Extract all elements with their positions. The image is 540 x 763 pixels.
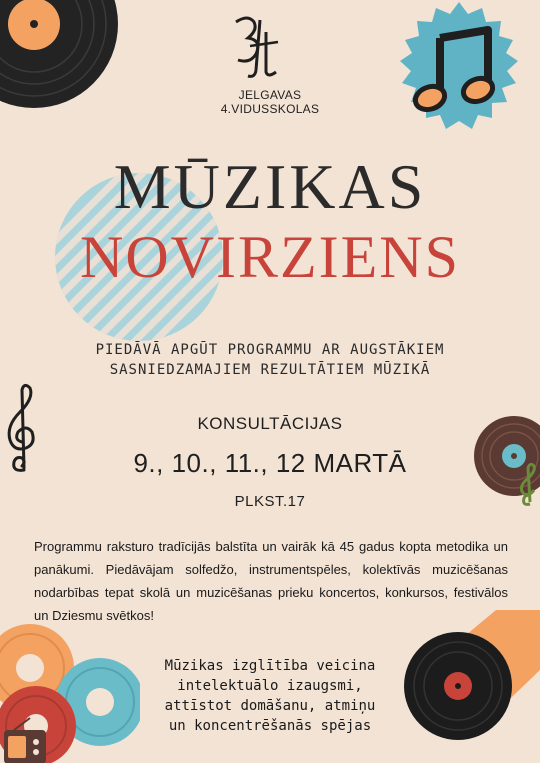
program-description: Programmu raksturo tradīcijās balstīta un vairāk kā 45 gadus kopta metodika un panākumi. Piedāvājam solfedžo, instrumentspēles, kolektīvās muzicēšanas nodarbības tepat skolā un muzicēšanas prieku koncertos, konkursos, festivālos un Dziesmu svētkos! — [34, 539, 508, 623]
brown-vinyl-icon — [470, 412, 540, 512]
school-logo-icon — [222, 12, 282, 82]
music-note-badge — [386, 0, 532, 146]
quote-line2: intelektuālo izaugsmi, — [177, 678, 363, 694]
consultation-label: KONSULTĀCIJAS — [197, 414, 343, 433]
quote-line4: un koncentrēšanās spējas — [168, 718, 372, 734]
vinyl-record-icon — [0, 0, 120, 110]
consultation-dates: 9., 10., 11., 12 MARTĀ — [133, 448, 407, 478]
title-line1: MŪZIKAS — [113, 151, 427, 222]
vinyl-with-stripe-icon — [400, 610, 540, 763]
subtitle-line2: SASNIEDZAMAJIEM REZULTĀTIEM MŪZIKĀ — [109, 362, 431, 378]
quote — [140, 656, 400, 736]
subtitle-line1: PIEDĀVĀ APGŪT PROGRAMMU AR AUGSTĀKIEM — [95, 342, 445, 358]
quote-line1: Mūzikas izglītība veicina — [164, 658, 376, 674]
title-line2: NOVIRZIENS — [80, 224, 460, 290]
school-name — [200, 88, 340, 116]
school-name-line1: JELGAVAS — [238, 88, 302, 102]
quote-line3: attīstot domāšanu, atmiņu — [164, 698, 376, 714]
consultation-time: PLKST.17 — [234, 493, 306, 510]
subtitle — [40, 340, 500, 380]
colorful-records-decoration — [0, 622, 140, 763]
school-name-line2: 4.VIDUSSKOLAS — [220, 102, 320, 116]
